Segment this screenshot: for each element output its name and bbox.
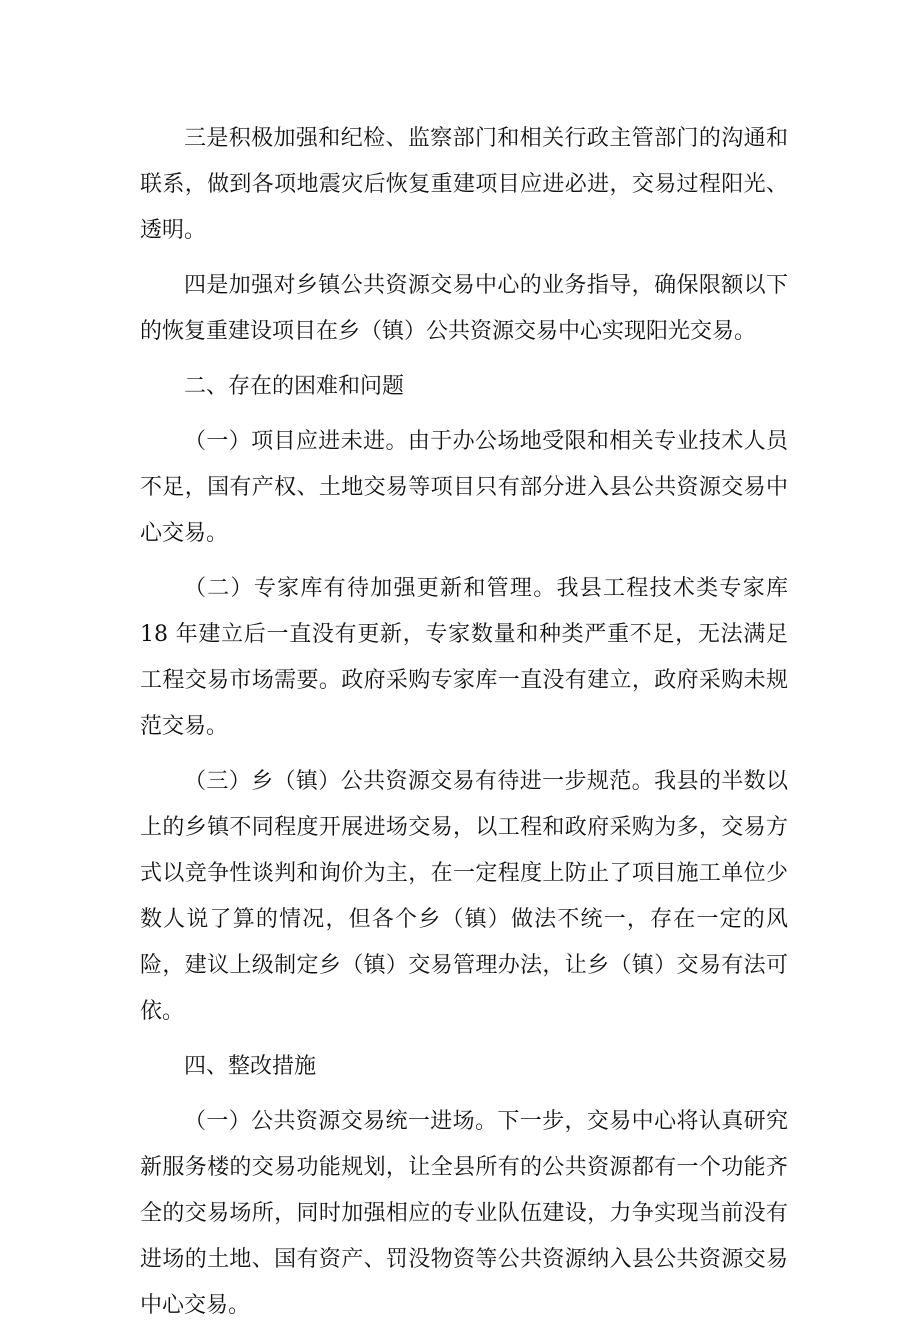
paragraph-point-four: 四是加强对乡镇公共资源交易中心的业务指导，确保限额以下的恢复重建设项目在乡（镇）公共资源交易中心实现阳光交易。 <box>140 273 788 344</box>
paragraph-issue-two: （二）专家库有待加强更新和管理。我县工程技术类专家库 18 年建立后一直没有更新，专家数量和种类严重不足，无法满足工程交易市场需要。政府采购专家库一直没有建立，政府采购未规范交易。 <box>140 576 788 739</box>
paragraph-measure-one: （一）公共资源交易统一进场。下一步，交易中心将认真研究新服务楼的交易功能规划，让全县所有的公共资源都有一个功能齐全的交易场所，同时加强相应的专业队伍建设，力争实现当前没有进场的土地、国有资产、罚没物资等公共资源纳入县公共资源交易中心交易。 <box>140 1109 788 1318</box>
document-body <box>140 116 788 1338</box>
paragraph-issue-three: （三）乡（镇）公共资源交易有待进一步规范。我县的半数以上的乡镇不同程度开展进场交易，以工程和政府采购为多，交易方式以竞争性谈判和询价为主，在一定程度上防止了项目施工单位少数人说了算的情况，但各个乡（镇）做法不统一，存在一定的风险，建议上级制定乡（镇）交易管理办法，让乡（镇）交易有法可依。 <box>140 769 788 1024</box>
paragraph-point-three: 三是积极加强和纪检、监察部门和相关行政主管部门的沟通和联系，做到各项地震灾后恢复重建项目应进必进，交易过程阳光、透明。 <box>140 126 788 243</box>
section-heading-measures: 四、整改措施 <box>184 1054 317 1079</box>
paragraph-issue-one: （一）项目应进未进。由于办公场地受限和相关专业技术人员不足，国有产权、土地交易等项目只有部分进入县公共资源交易中心交易。 <box>140 429 788 546</box>
section-heading-difficulties: 二、存在的困难和问题 <box>184 374 405 399</box>
